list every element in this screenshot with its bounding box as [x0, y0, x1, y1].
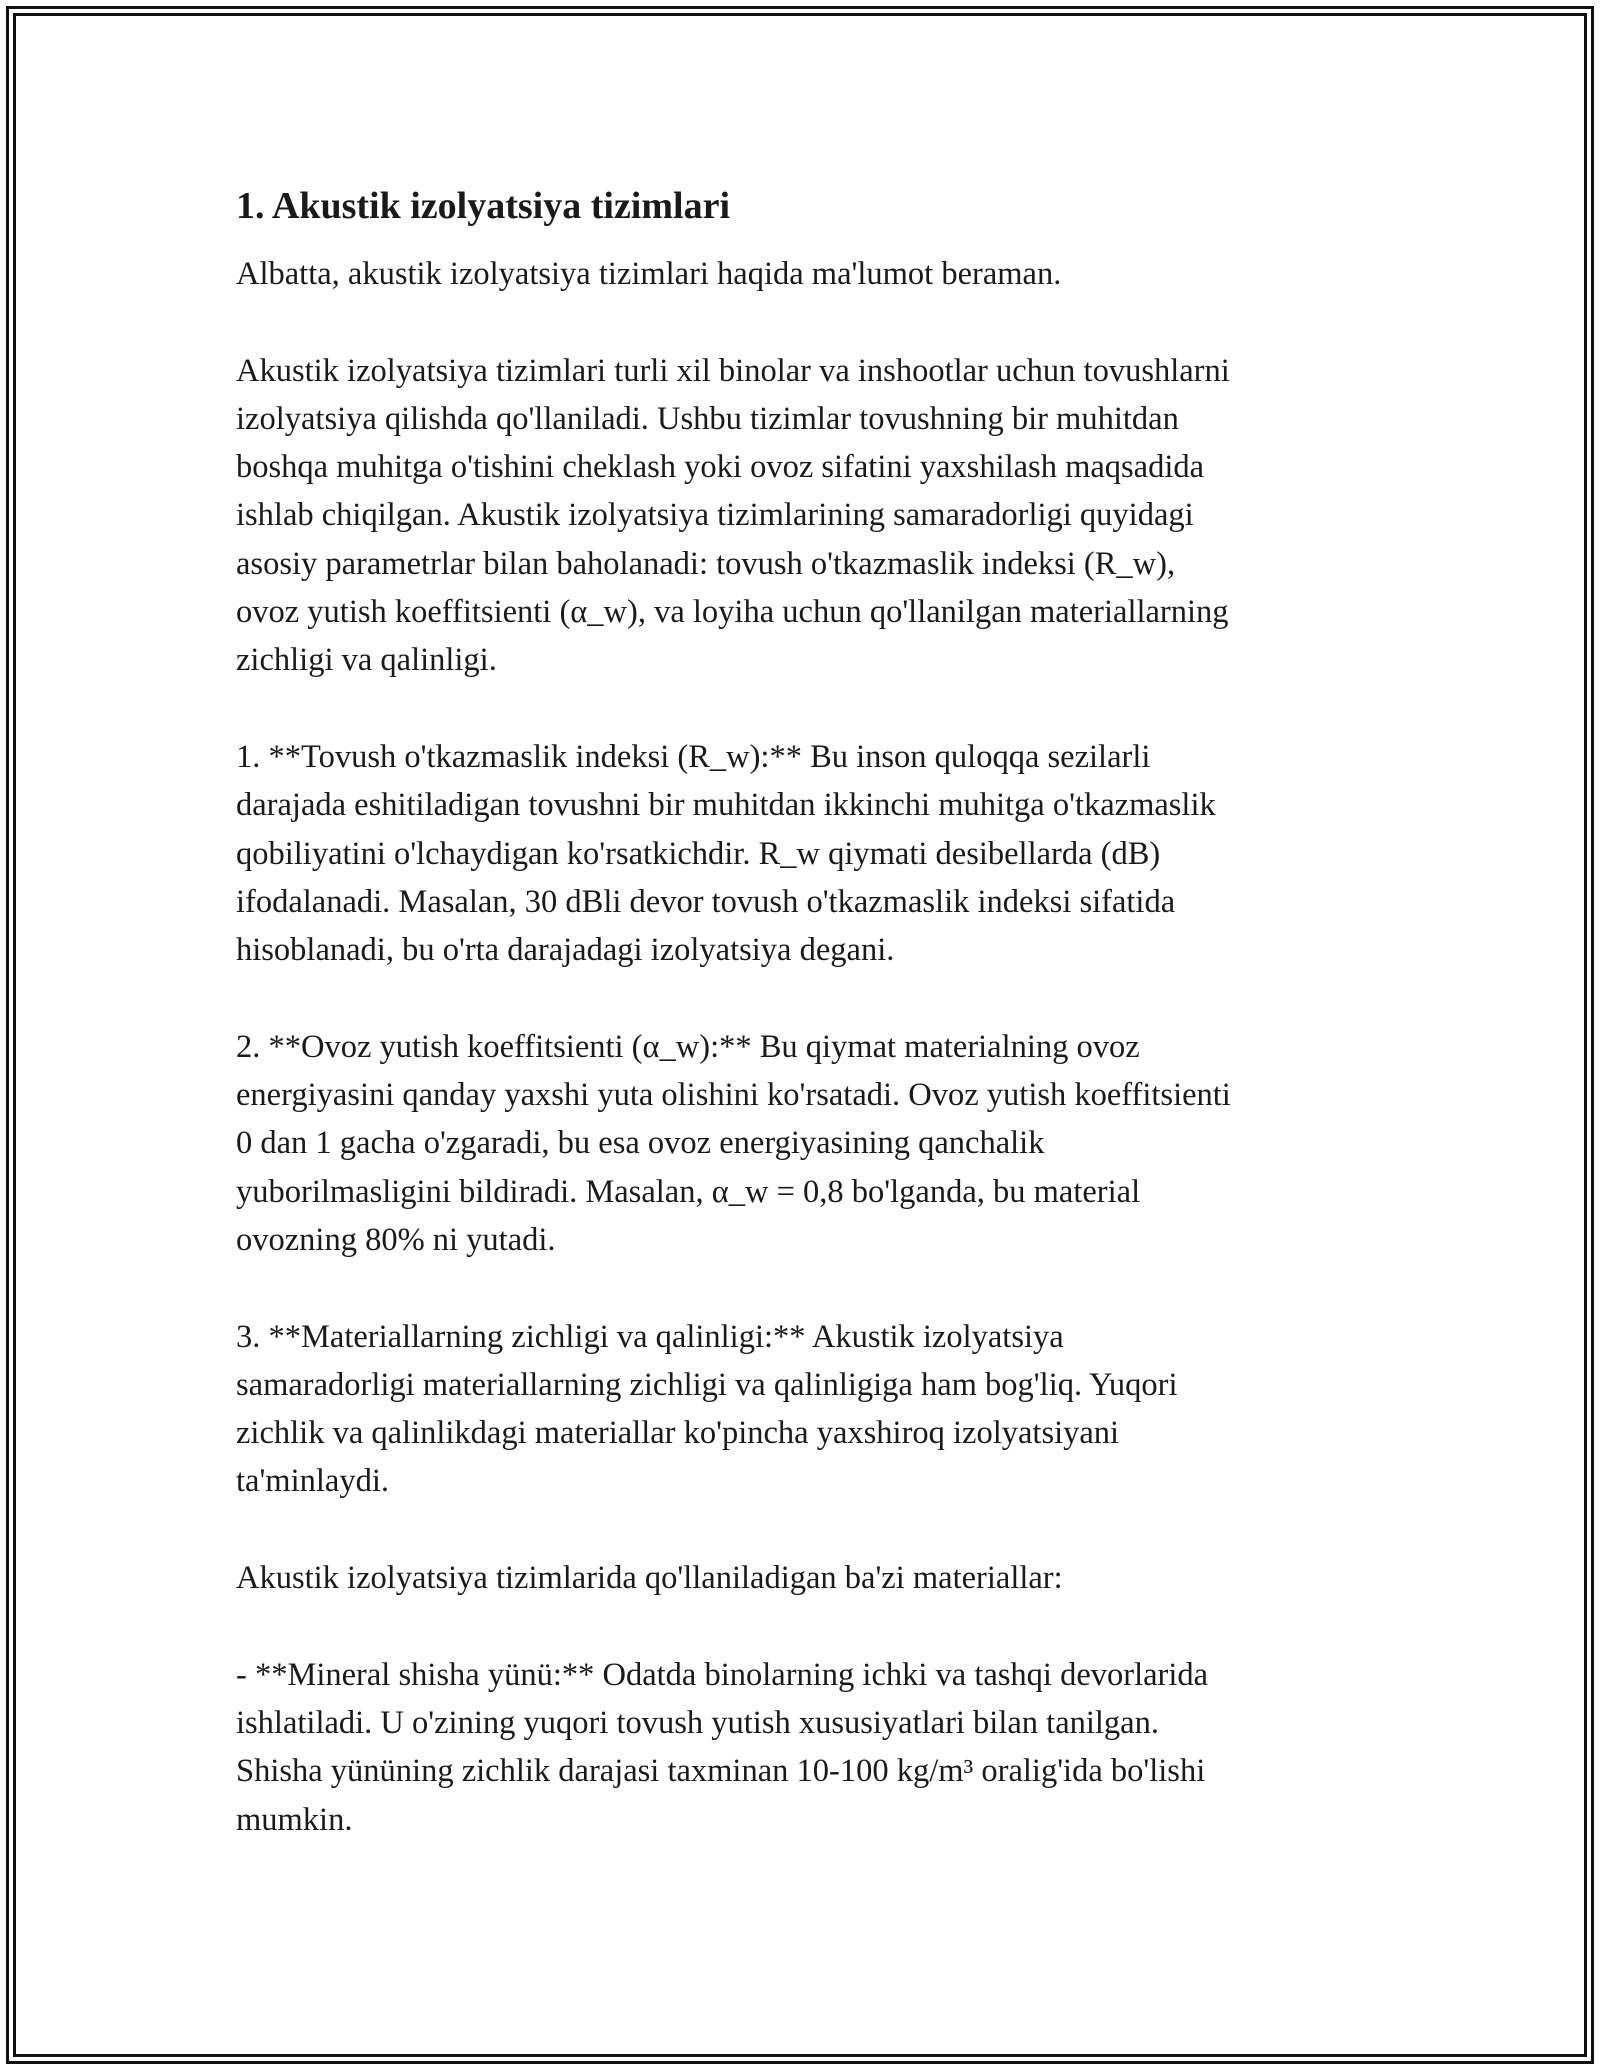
document-title: 1. Akustik izolyatsiya tizimlari	[236, 185, 730, 227]
paragraph-overview: Akustik izolyatsiya tizimlari turli xil binolar va inshootlar uchun tovushlarni izolyatsiya qilishda qo'llaniladi. Ushbu tizimlar tovushning bir muhitdan boshqa muhitga o'tishini cheklash yoki ovoz sifatini yaxshilash maqsadida ishlab chiqilgan. Akustik izolyatsiya tizimlarining samaradorligi quyidagi asosiy parametrlar bilan baholanadi: tovush o'tkazmaslik indeksi (R_w), ovoz yutish koeffitsienti (α_w), va loyiha uchun qo'llanilgan materiallarning zichligi va qalinligi.	[236, 352, 1230, 679]
paragraph-materials-intro: Akustik izolyatsiya tizimlarida qo'llaniladigan ba'zi materiallar:	[236, 1560, 1063, 1597]
paragraph-item-density: 3. **Materiallarning zichligi va qalinligi:** Akustik izolyatsiya samaradorligi materiallarning zichligi va qalinligiga ham bog'liq. Yuqori zichlik va qalinlikdagi materiallar ko'pincha yaxshiroq izolyatsiyani ta'minlaydi.	[236, 1318, 1178, 1500]
document-body	[236, 182, 1366, 1892]
paragraph-item-rw: 1. **Tovush o'tkazmaslik indeksi (R_w):** Bu inson quloqqa sezilarli darajada eshitiladigan tovushni bir muhitdan ikkinchi muhitga o'tkazmaslik qobiliyatini o'lchaydigan ko'rsatkichdir. R_w qiymati desibellarda (dB) ifodalanadi. Masalan, 30 dBli devor tovush o'tkazmaslik indeksi sifatida hisoblanadi, bu o'rta darajadagi izolyatsiya degani.	[236, 738, 1216, 969]
paragraph-intro: Albatta, akustik izolyatsiya tizimlari haqida ma'lumot beraman.	[236, 256, 1062, 292]
paragraph-item-alpha: 2. **Ovoz yutish koeffitsienti (α_w):** Bu qiymat materialning ovoz energiyasini qanday yaxshi yuta olishini ko'rsatadi. Ovoz yutish koeffitsienti 0 dan 1 gacha o'zgaradi, bu esa ovoz energiyasining qanchalik yuborilmasligini bildiradi. Masalan, α_w = 0,8 bo'lganda, bu material ovozning 80% ni yutadi.	[236, 1028, 1231, 1258]
paragraph-mineral-wool: - **Mineral shisha yünü:** Odatda binolarning ichki va tashqi devorlarida ishlatiladi. U o'zining yuqori tovush yutish xususiyatlari bilan tanilgan. Shisha yününing zichlik darajasi taxminan 10-100 kg/m³ oralig'ida bo'lishi mumkin.	[236, 1656, 1209, 1838]
